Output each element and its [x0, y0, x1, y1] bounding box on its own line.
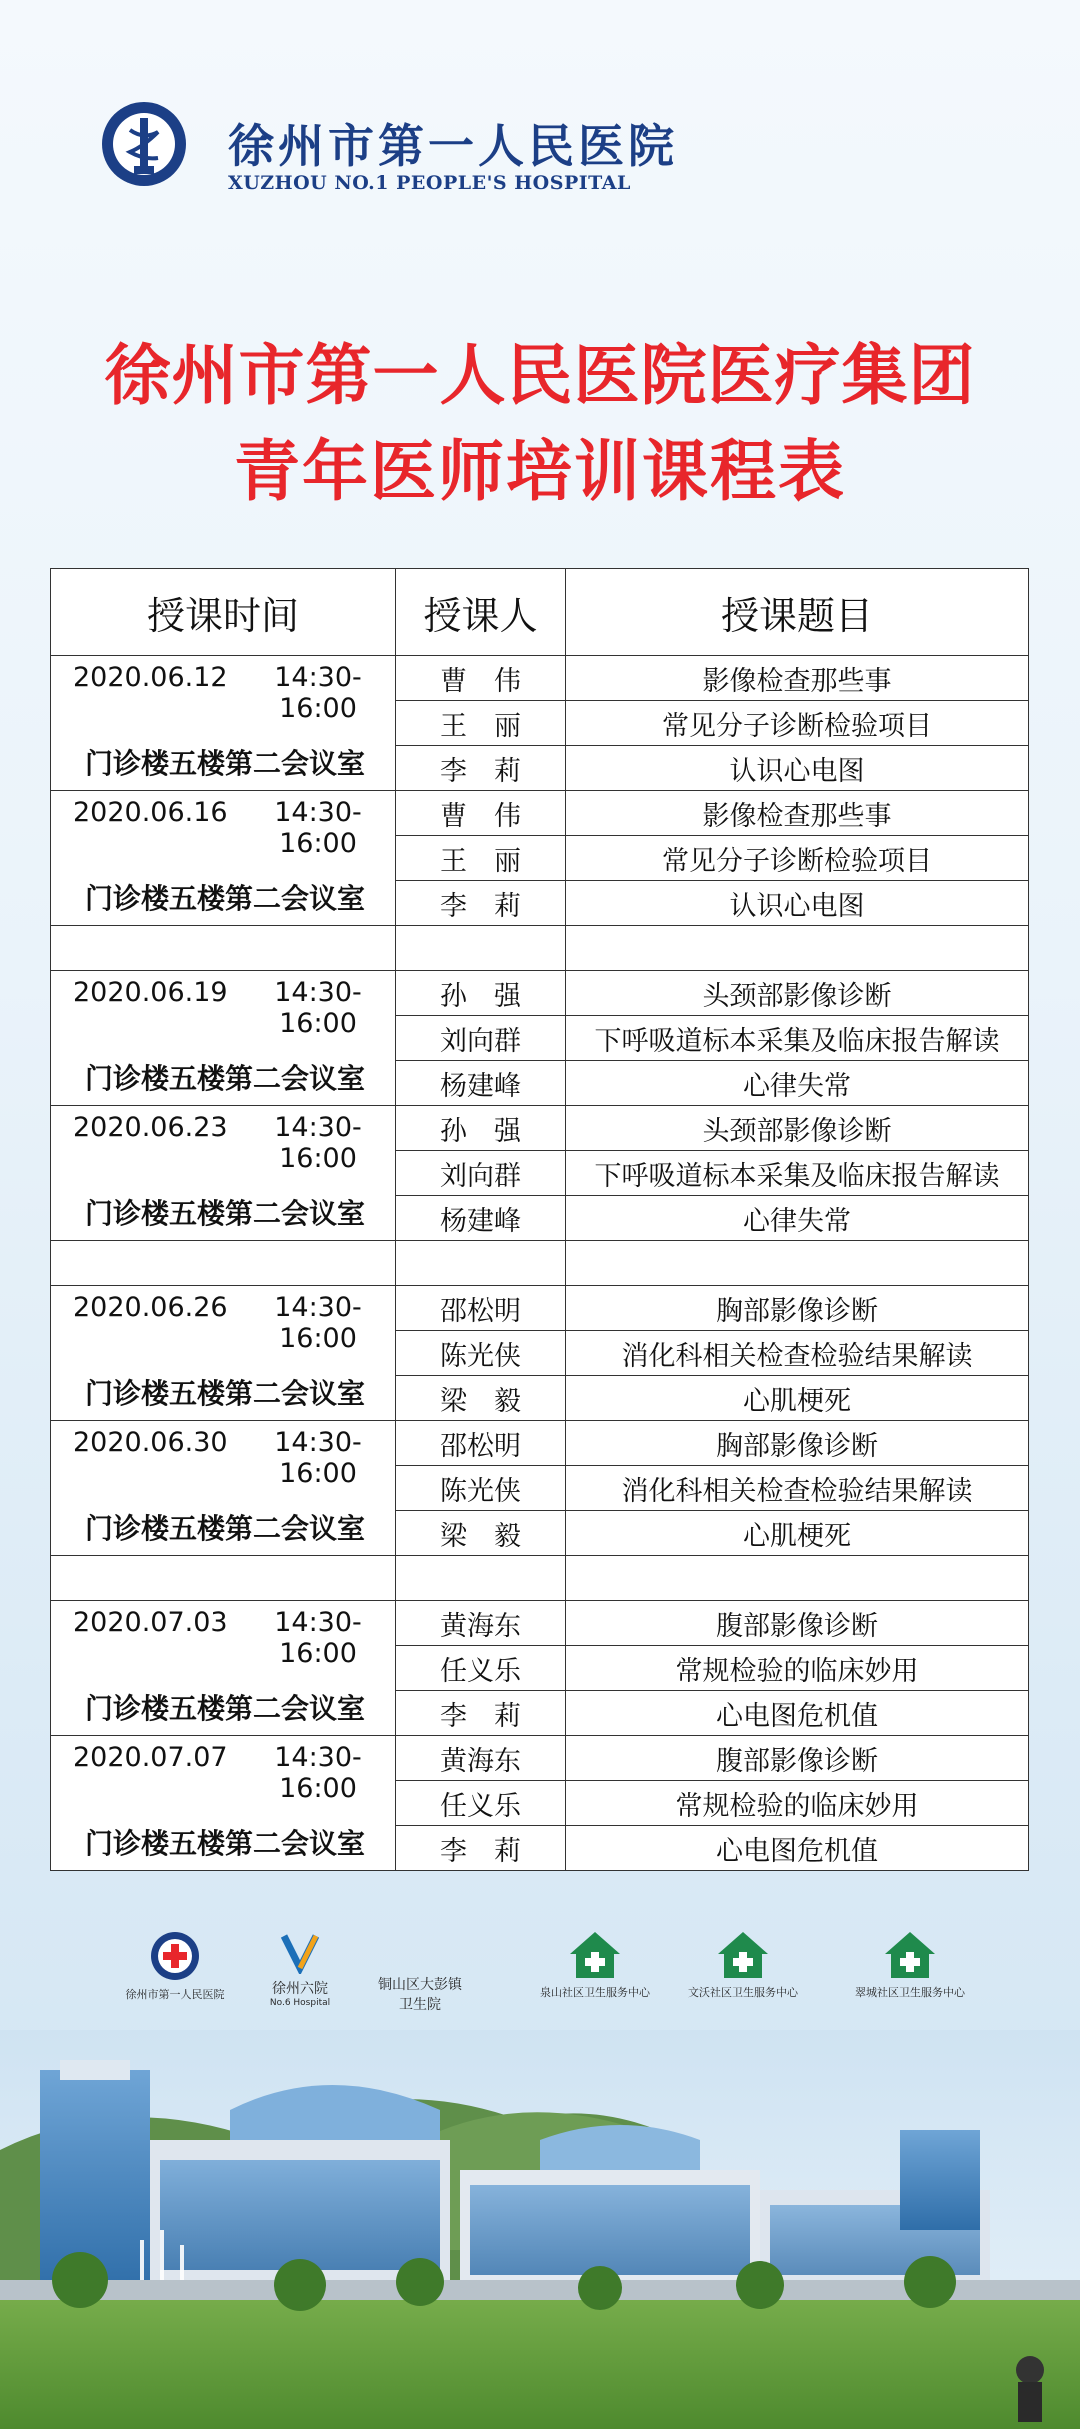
topic-cell: 消化科相关检查检验结果解读	[566, 1331, 1029, 1376]
topic-cell: 常见分子诊断检验项目	[566, 836, 1029, 881]
topic-cell: 胸部影像诊断	[566, 1421, 1029, 1466]
topic-cell: 常见分子诊断检验项目	[566, 701, 1029, 746]
session-venue: 门诊楼五楼第二会议室	[85, 1377, 366, 1410]
partner-name: 徐州六院	[272, 1981, 328, 1997]
spacer-row	[51, 926, 1029, 971]
session-venue: 门诊楼五楼第二会议室	[85, 1692, 366, 1725]
session-time-cell	[51, 1106, 396, 1241]
empty-cell	[396, 926, 566, 971]
session-date: 2020.07.07	[73, 1742, 228, 1773]
partner-sub: No.6 Hospital	[269, 1998, 331, 2008]
page-title-line1: 徐州市第一人民医院医疗集团	[104, 337, 976, 414]
session-time: 14:30-16:00	[274, 1292, 362, 1354]
topic-cell: 下呼吸道标本采集及临床报告解读	[566, 1151, 1029, 1196]
topic-cell: 影像检查那些事	[566, 791, 1029, 836]
table-row	[51, 971, 1029, 1016]
partner-sub: 卫生院	[399, 1997, 441, 2013]
teacher-cell: 李 莉	[396, 1691, 566, 1736]
community-health-icon	[568, 1930, 622, 1980]
partner-logos	[0, 1930, 1080, 2030]
course-schedule-table	[50, 568, 1029, 1871]
session-time: 14:30-16:00	[274, 977, 362, 1039]
partner-name: 铜山区大彭镇	[378, 1977, 462, 1993]
col-header-topic: 授课题目	[566, 569, 1029, 656]
partner-logo-4	[520, 1930, 670, 2000]
spacer-row	[51, 1556, 1029, 1601]
table-row	[51, 791, 1029, 836]
page-title-line2: 青年医师培训课程表	[234, 433, 846, 510]
session-venue: 门诊楼五楼第二会议室	[85, 1512, 366, 1545]
session-venue: 门诊楼五楼第二会议室	[85, 1197, 366, 1230]
session-time: 14:30-16:00	[274, 1427, 362, 1489]
topic-cell: 常规检验的临床妙用	[566, 1646, 1029, 1691]
hospital-name-cn: 徐州市第一人民医院	[228, 119, 678, 173]
session-time: 14:30-16:00	[274, 662, 362, 724]
topic-cell: 心肌梗死	[566, 1376, 1029, 1421]
topic-cell: 消化科相关检查检验结果解读	[566, 1466, 1029, 1511]
topic-cell: 心律失常	[566, 1196, 1029, 1241]
topic-cell: 心律失常	[566, 1061, 1029, 1106]
table-row	[51, 1106, 1029, 1151]
session-date: 2020.06.19	[73, 977, 228, 1008]
session-date: 2020.06.26	[73, 1292, 228, 1323]
spacer-row	[51, 1241, 1029, 1286]
teacher-cell: 黄海东	[396, 1736, 566, 1781]
partner-logo-6	[830, 1930, 990, 2000]
partner-logo-2	[245, 1930, 355, 2008]
session-date: 2020.06.30	[73, 1427, 228, 1458]
session-venue: 门诊楼五楼第二会议室	[85, 1062, 366, 1095]
hospital-emblem-icon	[100, 100, 188, 188]
teacher-cell: 邵松明	[396, 1286, 566, 1331]
session-time: 14:30-16:00	[274, 1607, 362, 1669]
teacher-cell: 王 丽	[396, 836, 566, 881]
session-venue: 门诊楼五楼第二会议室	[85, 882, 366, 915]
teacher-cell: 王 丽	[396, 701, 566, 746]
teacher-cell: 刘向群	[396, 1016, 566, 1061]
topic-cell: 头颈部影像诊断	[566, 1106, 1029, 1151]
topic-cell: 腹部影像诊断	[566, 1601, 1029, 1646]
session-time: 14:30-16:00	[274, 1112, 362, 1174]
topic-cell: 常规检验的临床妙用	[566, 1781, 1029, 1826]
partner-logo-3	[355, 1974, 485, 2014]
col-header-time: 授课时间	[51, 569, 396, 656]
empty-cell	[566, 926, 1029, 971]
partner-name: 文沃社区卫生服务中心	[688, 1986, 798, 1999]
hospital-name-en: XUZHOU NO.1 PEOPLE'S HOSPITAL	[228, 172, 631, 194]
session-time: 14:30-16:00	[274, 1742, 362, 1804]
topic-cell: 心电图危机值	[566, 1826, 1029, 1871]
teacher-cell: 梁 毅	[396, 1376, 566, 1421]
table-row	[51, 1736, 1029, 1781]
topic-cell: 腹部影像诊断	[566, 1736, 1029, 1781]
empty-cell	[396, 1241, 566, 1286]
session-time-cell	[51, 656, 396, 791]
hospital-building-illustration	[0, 2030, 1080, 2429]
empty-cell	[51, 926, 396, 971]
teacher-cell: 曹 伟	[396, 656, 566, 701]
session-venue: 门诊楼五楼第二会议室	[85, 1827, 366, 1860]
session-time: 14:30-16:00	[274, 797, 362, 859]
session-date: 2020.06.23	[73, 1112, 228, 1143]
teacher-cell: 刘向群	[396, 1151, 566, 1196]
teacher-cell: 李 莉	[396, 881, 566, 926]
empty-cell	[566, 1556, 1029, 1601]
partner-name: 泉山社区卫生服务中心	[540, 1986, 650, 1999]
teacher-cell: 梁 毅	[396, 1511, 566, 1556]
session-date: 2020.07.03	[73, 1607, 228, 1638]
hospital-cross-icon	[149, 1930, 201, 1982]
teacher-cell: 孙 强	[396, 1106, 566, 1151]
teacher-cell: 陈光侠	[396, 1466, 566, 1511]
topic-cell: 下呼吸道标本采集及临床报告解读	[566, 1016, 1029, 1061]
empty-cell	[51, 1556, 396, 1601]
session-time-cell	[51, 1421, 396, 1556]
partner-name: 翠城社区卫生服务中心	[855, 1986, 965, 1999]
topic-cell: 影像检查那些事	[566, 656, 1029, 701]
session-time-cell	[51, 1736, 396, 1871]
session-time-cell	[51, 791, 396, 926]
topic-cell: 胸部影像诊断	[566, 1286, 1029, 1331]
session-time-cell	[51, 971, 396, 1106]
topic-cell: 认识心电图	[566, 746, 1029, 791]
v-logo-icon	[278, 1930, 322, 1974]
community-health-icon	[716, 1930, 770, 1980]
topic-cell: 心电图危机值	[566, 1691, 1029, 1736]
teacher-cell: 李 莉	[396, 1826, 566, 1871]
teacher-cell: 邵松明	[396, 1421, 566, 1466]
topic-cell: 心肌梗死	[566, 1511, 1029, 1556]
teacher-cell: 李 莉	[396, 746, 566, 791]
teacher-cell: 曹 伟	[396, 791, 566, 836]
community-health-icon	[883, 1930, 937, 1980]
empty-cell	[396, 1556, 566, 1601]
session-date: 2020.06.16	[73, 797, 228, 828]
teacher-cell: 黄海东	[396, 1601, 566, 1646]
session-time-cell	[51, 1286, 396, 1421]
table-row	[51, 1286, 1029, 1331]
teacher-cell: 杨建峰	[396, 1196, 566, 1241]
hospital-header	[0, 80, 1080, 210]
empty-cell	[51, 1241, 396, 1286]
table-row	[51, 1421, 1029, 1466]
partner-logo-5	[668, 1930, 818, 2000]
topic-cell: 头颈部影像诊断	[566, 971, 1029, 1016]
teacher-cell: 陈光侠	[396, 1331, 566, 1376]
table-header-row	[51, 569, 1029, 656]
session-date: 2020.06.12	[73, 662, 228, 693]
session-venue: 门诊楼五楼第二会议室	[85, 747, 366, 780]
session-time-cell	[51, 1601, 396, 1736]
partner-logo-1	[110, 1930, 240, 2002]
table-row	[51, 1601, 1029, 1646]
teacher-cell: 杨建峰	[396, 1061, 566, 1106]
teacher-cell: 孙 强	[396, 971, 566, 1016]
schedule-body	[51, 656, 1029, 1871]
col-header-teacher: 授课人	[396, 569, 566, 656]
topic-cell: 认识心电图	[566, 881, 1029, 926]
partner-name: 徐州市第一人民医院	[125, 1988, 225, 2001]
teacher-cell: 任义乐	[396, 1646, 566, 1691]
table-row	[51, 656, 1029, 701]
empty-cell	[566, 1241, 1029, 1286]
teacher-cell: 任义乐	[396, 1781, 566, 1826]
